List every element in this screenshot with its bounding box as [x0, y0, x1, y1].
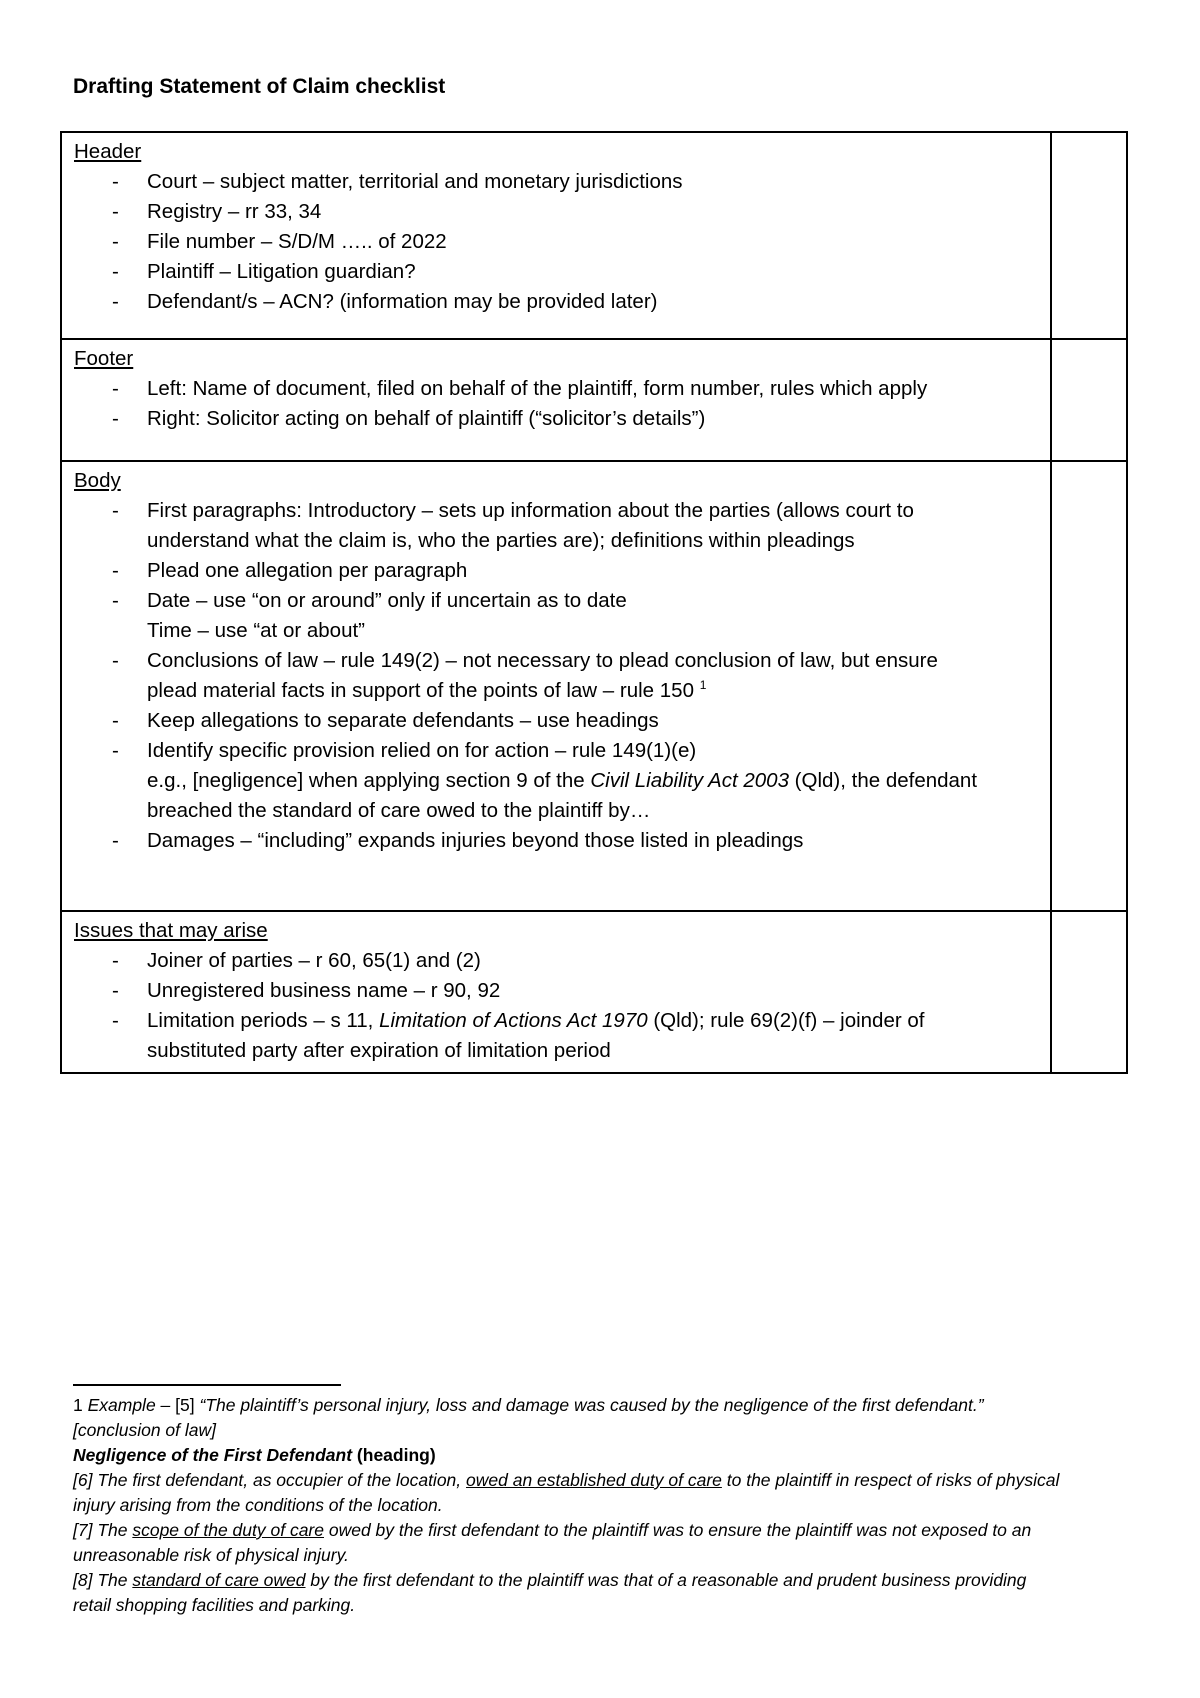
list-item: [74, 1006, 1042, 1066]
line-text: understand what the claim is, who the parties are); definitions within pleadings: [147, 529, 855, 552]
line-text: (Qld); rule 69(2)(f) – joinder of: [647, 1009, 925, 1032]
list-item: - Plead one allegation per paragraph: [74, 556, 1042, 586]
tick-box-footer[interactable]: [1051, 339, 1127, 461]
body-section-row: [61, 461, 1127, 911]
section-heading-body: Body: [74, 469, 121, 492]
section-heading-header: Header: [74, 140, 142, 163]
footnote-line: unreasonable risk of physical injury.: [73, 1545, 349, 1565]
line-text: e.g., [negligence] when applying section 9 of the: [147, 769, 591, 792]
issues-section-row: [61, 911, 1127, 1073]
footnote-underlined: standard of care owed: [132, 1570, 306, 1590]
list-item: [74, 646, 1042, 706]
line-text: - Identify specific provision relied on for action – rule 149(1)(e): [147, 739, 697, 762]
footer-section-cell: [61, 339, 1051, 461]
footnote-line: [73, 1518, 1133, 1543]
footnote-text: “The plaintiff’s personal injury, loss and damage was caused by the negligence of the first defendant.”: [194, 1395, 984, 1415]
line-text: plead material facts in support of the points of law – rule 150: [147, 679, 694, 702]
footnote-text: Example –: [82, 1395, 176, 1415]
list-item: - Right: Solicitor acting on behalf of plaintiff (“solicitor’s details”): [74, 404, 1042, 434]
footnote-separator: [73, 1384, 341, 1386]
footnote-line: [73, 1443, 1133, 1468]
list-item: - Court – subject matter, territorial and monetary jurisdictions: [74, 167, 1042, 197]
list-item: - Unregistered business name – r 90, 92: [74, 976, 1042, 1006]
footnote-heading-tail: (heading): [352, 1445, 436, 1465]
footnote-text: to the plaintiff in respect of risks of physical: [721, 1470, 1060, 1490]
footnote-line: [73, 1568, 1133, 1593]
footnote-text: [7] The: [73, 1520, 133, 1540]
body-section-cell: [61, 461, 1051, 911]
issues-items: [74, 946, 1042, 1066]
header-section-cell: [61, 132, 1051, 339]
line-text: substituted party after expiration of limitation period: [147, 1039, 611, 1062]
footnote-text: [5]: [175, 1395, 195, 1415]
list-item: [74, 496, 1042, 556]
footnote-line: [73, 1393, 1133, 1418]
list-item: - Registry – rr 33, 34: [74, 197, 1042, 227]
line-text: - First paragraphs: Introductory – sets up information about the parties (allows court to: [147, 499, 914, 522]
body-items: [74, 496, 1042, 856]
line-text: Limitation periods – s 11,: [147, 1009, 380, 1032]
footnote-text: [6] The first defendant, as occupier of the location,: [73, 1470, 467, 1490]
issues-section-cell: [61, 911, 1051, 1073]
footnote: [73, 1393, 1133, 1618]
header-items: [74, 167, 1042, 317]
footnote-underlined: owed an established duty of care: [466, 1470, 722, 1490]
list-item: - Damages – “including” expands injuries beyond those listed in pleadings: [74, 826, 1042, 856]
act-title: Limitation of Actions Act 1970: [379, 1009, 648, 1032]
footnote-heading: Negligence of the First Defendant: [73, 1445, 353, 1465]
list-item: - Plaintiff – Litigation guardian?: [74, 257, 1042, 287]
line-text: - Conclusions of law – rule 149(2) – not necessary to plead conclusion of law, but ensure: [147, 649, 938, 672]
line-text: (Qld), the defendant: [788, 769, 978, 792]
section-heading-footer: Footer: [74, 347, 134, 370]
footer-section-row: [61, 339, 1127, 461]
footnote-number: 1: [73, 1395, 83, 1415]
line-text: Time – use “at or about”: [147, 619, 366, 642]
footnote-line: retail shopping facilities and parking.: [73, 1595, 356, 1615]
list-item: [74, 586, 1042, 646]
list-item: - Left: Name of document, filed on behalf of the plaintiff, form number, rules which apply: [74, 374, 1042, 404]
header-section-row: [61, 132, 1127, 339]
page-title: Drafting Statement of Claim checklist: [73, 75, 446, 98]
list-item: - Joiner of parties – r 60, 65(1) and (2): [74, 946, 1042, 976]
act-title: Civil Liability Act 2003: [590, 769, 789, 792]
line-text: breached the standard of care owed to the plaintiff by…: [147, 799, 651, 822]
tick-box-header[interactable]: [1051, 132, 1127, 339]
list-item: [74, 736, 1042, 826]
footnote-reference[interactable]: 1: [699, 678, 707, 693]
footnote-text: [8] The: [73, 1570, 133, 1590]
list-item: - Defendant/s – ACN? (information may be provided later): [74, 287, 1042, 317]
line-text: - Date – use “on or around” only if uncertain as to date: [147, 589, 627, 612]
list-item: - File number – S/D/M ….. of 2022: [74, 227, 1042, 257]
footnote-line: [73, 1468, 1133, 1493]
footer-items: [74, 374, 1042, 434]
tick-box-body[interactable]: [1051, 461, 1127, 911]
checklist-table: [60, 131, 1128, 1074]
tick-box-issues[interactable]: [1051, 911, 1127, 1073]
footnote-line: [conclusion of law]: [73, 1420, 216, 1440]
section-heading-issues: Issues that may arise: [74, 919, 268, 942]
footnote-line: injury arising from the conditions of the location.: [73, 1495, 443, 1515]
footnote-underlined: scope of the duty of care: [132, 1520, 324, 1540]
footnote-text: owed by the first defendant to the plaintiff was to ensure the plaintiff was not exposed to an: [324, 1520, 1032, 1540]
footnote-text: by the first defendant to the plaintiff was that of a reasonable and prudent business providing: [305, 1570, 1027, 1590]
list-item: - Keep allegations to separate defendants – use headings: [74, 706, 1042, 736]
